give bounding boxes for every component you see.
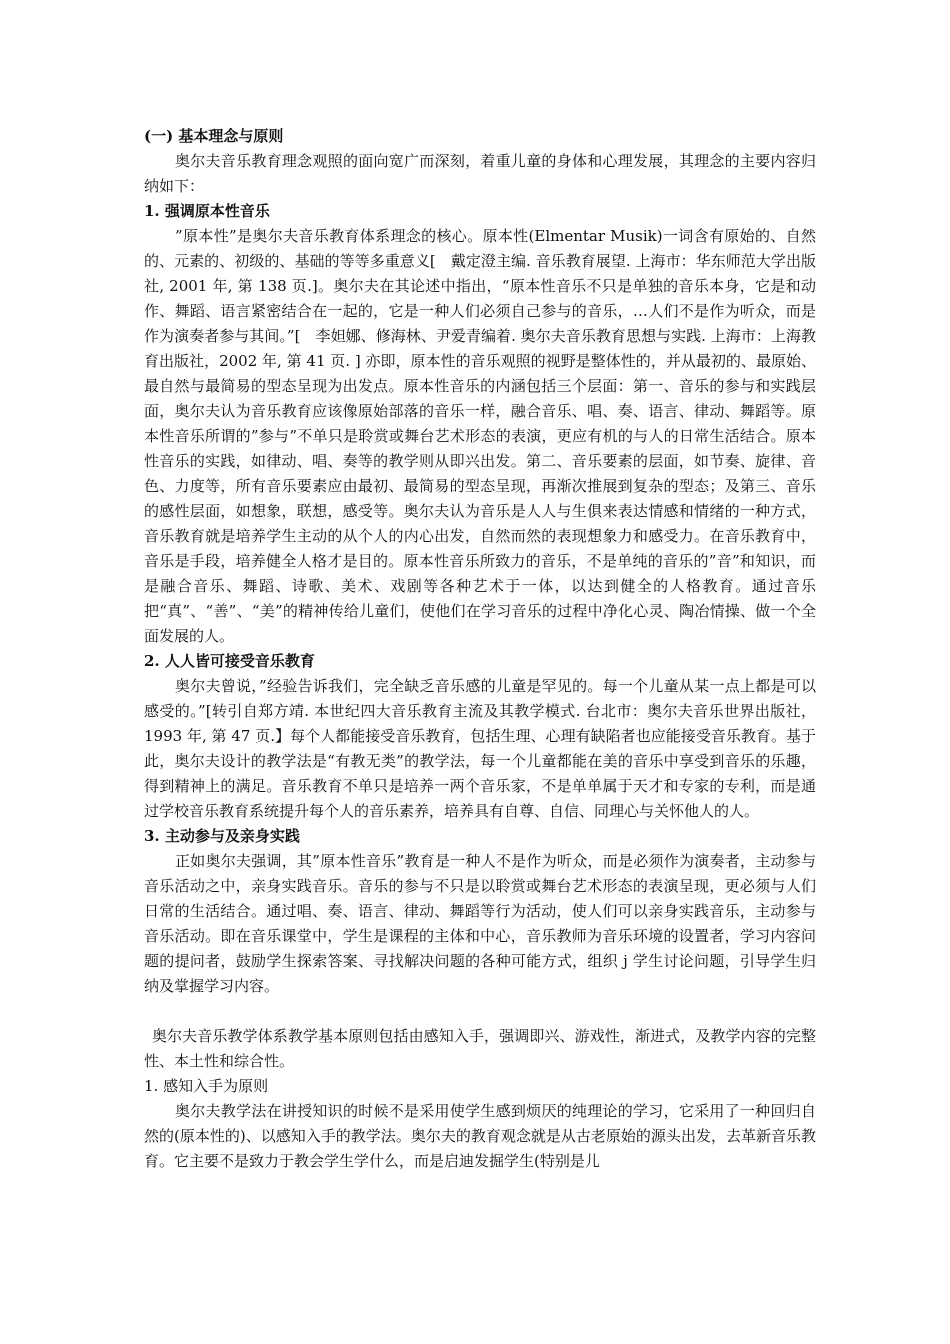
heading-original-music: 1. 强调原本性音乐 xyxy=(144,202,270,220)
heading-perception-first: 1. 感知入手为原则 xyxy=(144,1077,269,1095)
paragraph-active-participation: 正如奥尔夫强调，其”原本性音乐”教育是一种人不是作为听众，而是必须作为演奏者，主动参与音乐活动之中，亲身实践音乐。音乐的参与不只是以聆赏或舞台艺术形态的表演呈现，更必须与人们日常的生活结合。通过唱、奏、语言、律动、舞蹈等行为活动，使人们可以亲身实践音乐，主动参与音乐活动。即在音乐课堂中，学生是课程的主体和中心，音乐教师为音乐环境的设置者，学习内容问题的提问者，鼓励学生探索答案、寻找解决问题的各种可能方式，组织 j 学生讨论问题，引导学生归纳及掌握学习内容。 xyxy=(144,852,816,995)
intro-paragraph: 奥尔夫音乐教育理念观照的面向宽广而深刻，着重儿童的身体和心理发展，其理念的主要内容归纳如下： xyxy=(144,152,816,195)
paragraph-perception-first: 奥尔夫教学法在讲授知识的时候不是采用使学生感到烦厌的纯理论的学习，它采用了一种回归自然的(原本性的)、以感知入手的教学法。奥尔夫的教育观念就是从古老原始的源头出发，去革新音乐教育。它主要不是致力于教会学生学什么，而是启迪发掘学生(特别是儿 xyxy=(144,1102,816,1170)
heading-active-participation: 3. 主动参与及亲身实践 xyxy=(144,827,300,845)
heading-music-for-all: 2. 人人皆可接受音乐教育 xyxy=(144,652,315,670)
paragraph-teaching-principles: 奥尔夫音乐教学体系教学基本原则包括由感知入手，强调即兴、游戏性，渐进式，及教学内容的完整性、本土性和综合性。 xyxy=(144,1027,816,1070)
paragraph-music-for-all: 奥尔夫曾说，”经验告诉我们，完全缺乏音乐感的儿童是罕见的。每一个儿童从某一点上都是可以感受的。”[转引自郑方靖. 本世纪四大音乐教育主流及其教学模式. 台北市：奥尔夫音乐世界出版社，1993 年, 第 47 页.】每个人都能接受音乐教育，包括生理、心理有缺陷者也应能接受音乐教育。基于此，奥尔夫设计的教学法是“有教无类”的教学法，每一个儿童都能在美的音乐中享受到音乐的乐趣，得到精神上的满足。音乐教育不单只是培养一两个音乐家，不是单单属于天才和专家的专利，而是通过学校音乐教育系统提升每个人的音乐素养，培养具有自尊、自信、同理心与关怀他人的人。 xyxy=(144,677,816,820)
section-heading-basic-concepts: (一) 基本理念与原则 xyxy=(144,127,284,145)
paragraph-original-music: ”原本性”是奥尔夫音乐教育体系理念的核心。原本性(Elmentar Musik)一词含有原始的、自然的、元素的、初级的、基础的等等多重意义[ 戴定澄主编. 音乐教育展望. 上海市：华东师范大学出版社, 2001 年, 第 138 页.]。奥尔夫在其论述中指出，“原本性音乐不只是单独的音乐本身，它是和动作、舞蹈、语言紧密结合在一起的，它是一种人们必须自己参与的音乐，…人们不是作为听众，而是作为演奏者参与其间。”[ 李妲娜、修海林、尹爱青编着. 奥尔夫音乐教育思想与实践. 上海市：上海教育出版社，2002 年, 第 41 页. ] 亦即，原本性的音乐观照的视野是整体性的，并从最初的、最原始、最自然与最简易的型态呈现为出发点。原本性音乐的内涵包括三个层面：第一、音乐的参与和实践层面，奥尔夫认为音乐教育应该像原始部落的音乐一样，融合音乐、唱、奏、语言、律动、舞蹈等。原本性音乐所谓的”参与”不单只是聆赏或舞台艺术形态的表演，更应有机的与人的日常生活结合。原本性音乐的实践，如律动、唱、奏等的教学则从即兴出发。第二、音乐要素的层面，如节奏、旋律、音色、力度等，所有音乐要素应由最初、最简易的型态呈现，再渐次推展到复杂的型态；及第三、音乐的感性层面，如想象，联想，感受等。奥尔夫认为音乐是人人与生俱来表达情感和情绪的一种方式，音乐教育就是培养学生主动的从个人的内心出发，自然而然的表现想象力和感受力。在音乐教育中，音乐是手段，培养健全人格才是目的。原本性音乐所致力的音乐，不是单纯的音乐的”音”和知识，而是融合音乐、舞蹈、诗歌、美术、戏剧等各种艺术于一体，以达到健全的人格教育。通过音乐把“真”、“善”、“美”的精神传给儿童们，使他们在学习音乐的过程中净化心灵、陶冶情操、做一个全面发展的人。 xyxy=(144,227,816,645)
document-page xyxy=(144,124,816,1174)
blank-line xyxy=(144,999,816,1024)
